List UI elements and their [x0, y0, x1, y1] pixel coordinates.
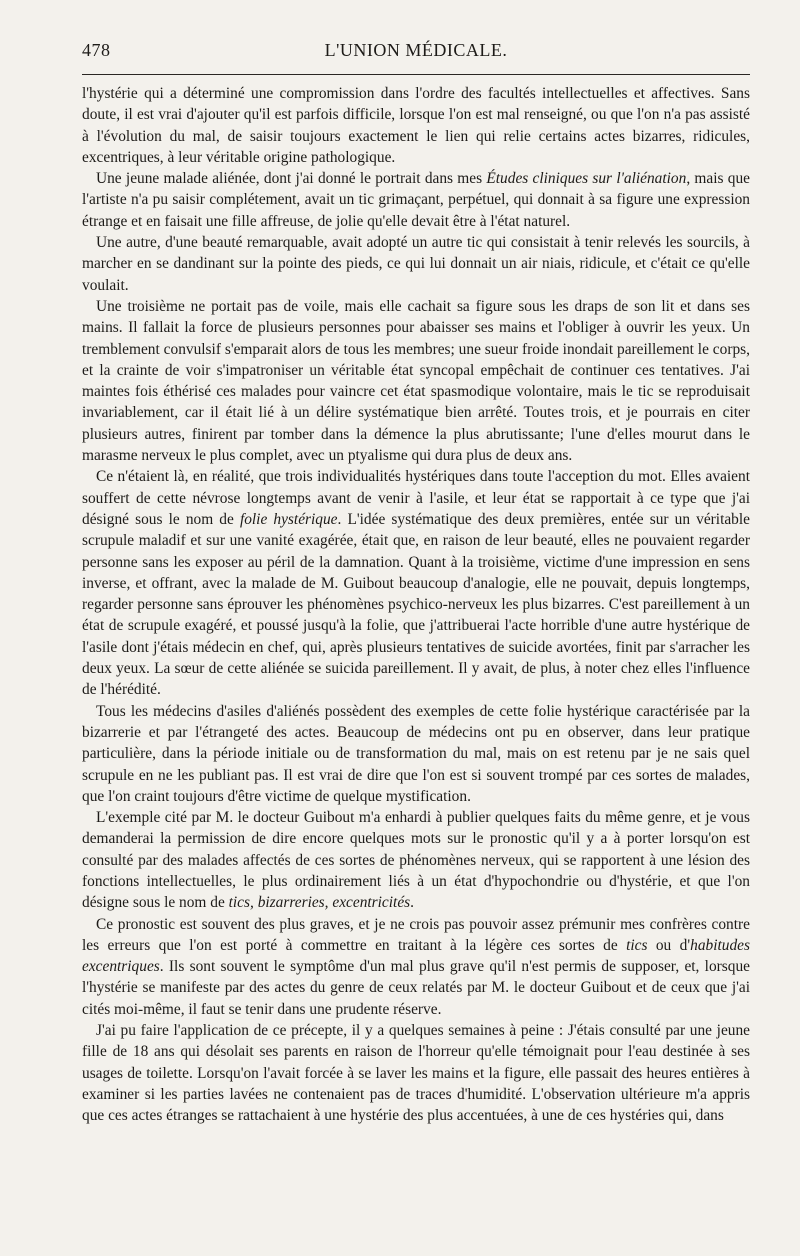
journal-title: L'UNION MÉDICALE. — [324, 40, 508, 60]
paragraph-text: . L'idée systématique des deux premières, entée sur un véritable scrupule maladif et sur une vanité exagérée, était que, en raison de leur beauté, elles ne pouvaient regarder personne sans les exposer au péril de la damnation. Quant à la troisième, victime d'une impression en sens inverse, et offrant, avec la malade de M. Guibout beaucoup d'analogie, elle ne pouvait, depuis longtemps, regarder personne sans éprouver les phénomènes psychico-nerveux les plus bizarres. C'est pareillement à un état de scrupule exagéré, et poussé jusqu'à la folie, que j'attribuerai l'acte horrible d'une autre hystérique de l'asile dont j'étais médecin en chef, qui, après plusieurs tentatives de suicide avortées, finit par s'arracher les deux yeux. La sœur de cette aliénée se suicida pareillement. Il y avait, de plus, à noter chez elles l'influence de l'hérédité. — [82, 510, 750, 699]
paragraph-text: Tous les médecins d'asiles d'aliénés possèdent des exemples de cette folie hystérique caractérisée par la bizarrerie et par l'étrangeté des actes. Beaucoup de médecins ont pu en observer, dans leur pratique particulière, dans la période initiale ou de transformation du mal, mais on est retenu par je ne sais quel scrupule en ne les publiant pas. Il est vrai de dire que l'on est si souvent trompé par ces sortes de malades, que l'on craint toujours d'être victime de quelque mystification. — [82, 702, 750, 805]
paragraph-9 — [82, 1020, 750, 1126]
page-number: 478 — [82, 40, 111, 60]
paragraph-text: , mais que l'artiste n'a pu saisir complétement, avait un tic grimaçant, perpétuel, qui donnait à sa figure une expression étrange et en faisait une fille affreuse, de jolie qu'elle devait être à l'état naturel. — [82, 170, 750, 230]
paragraph-text: . — [410, 894, 414, 912]
paragraph-text: Une autre, d'une beauté remarquable, avait adopté un autre tic qui consistait à tenir relevés les sourcils, à marcher en se dandinant sur la pointe des pieds, ce qui lui donnait un air niais, ridicule, et c'était ce qu'elle voulait. — [82, 234, 750, 294]
paragraph-text: l'hystérie qui a déterminé une compromission dans l'ordre des facultés intellectuelles et affectives. Sans doute, il est vrai d'ajouter qu'il est parfois difficile, lorsque l'on est mal renseigné, ou que l'on n'a pas assisté à l'évolution du mal, de saisir toujours exactement le lien qui relie certains actes bizarres, ridicules, excentriques, à leur véritable origine pathologique. — [82, 85, 750, 166]
paragraph-text: . Ils sont souvent le symptôme d'un mal plus grave qu'il n'est permis de supposer, et, lorsque l'hystérie se manifeste par des actes du genre de ceux relatés par M. le docteur Guibout et de ceux que j'ai cités moi-même, il faut se tenir dans une prudente réserve. — [82, 958, 750, 1018]
paragraph-text: J'ai pu faire l'application de ce précepte, il y a quelques semaines à peine : J'étais consulté par une jeune fille de 18 ans qui désolait ses parents en raison de l'horreur qu'elle témoignait pour l'eau destinée à ses usages de toilette. Lorsqu'on l'avait forcée à se laver les mains et la figure, elle passait des heures entières à examiner si les parties lavées ne contenaient pas de traces d'humidité. L'observation ultérieure m'a appris que ces actes étranges se rattachaient à une hystérie des plus accentuées, à une de ces hystéries qui, dans — [82, 1022, 750, 1125]
paragraph-2 — [82, 168, 750, 232]
italic-term: tics, bizarreries, excentricités — [228, 894, 411, 912]
book-title: Études cliniques sur l'aliénation — [486, 170, 687, 188]
italic-term: tics — [626, 936, 648, 954]
paragraph-7 — [82, 807, 750, 913]
paragraph-1 — [82, 83, 750, 168]
paragraph-8 — [82, 914, 750, 1020]
article-body — [82, 83, 750, 1127]
paragraph-text: Une jeune malade aliénée, dont j'ai donné le portrait dans mes — [96, 170, 487, 188]
paragraph-text: ou d' — [647, 936, 691, 954]
paragraph-3 — [82, 232, 750, 296]
header-rule — [82, 74, 750, 75]
italic-term: habitudes excentriques — [82, 936, 750, 976]
paragraph-4 — [82, 296, 750, 466]
running-head — [82, 40, 750, 68]
paragraph-text: Une troisième ne portait pas de voile, mais elle cachait sa figure sous les draps de son lit et dans ses mains. Il fallait la force de plusieurs personnes pour abaisser ses mains et l'obliger à ouvrir les yeux. Un tremblement convulsif s'emparait alors de tous les membres; une sueur froide inondait pareillement le corps, et la crainte de voir s'impatroniser un véritable état syncopal empêchait de continuer ces tentatives. J'ai maintes fois éthérisé ces malades pour vaincre cet état spasmodique volontaire, mais le tic se reproduisait invariablement, car il était lié à un délire systématique bien arrêté. Toutes trois, et je pourrais en citer plusieurs autres, finirent par tomber dans la démence la plus abrutissante; l'une d'elles mourut dans le marasme nerveux le plus complet, avec un ptyalisme qui dura plus de deux ans. — [82, 297, 750, 465]
paragraph-text: L'exemple cité par M. le docteur Guibout m'a enhardi à publier quelques faits du même genre, et je vous demanderai la permission de dire encore quelques mots sur le pronostic qu'il y a à porter lorsqu'on est consulté par des malades affectés de ces sortes de phénomènes nerveux, qui se rapportent à une lésion des fonctions intellectuelles, le plus ordinairement liés à un état d'hypochondrie ou d'hystérie, et que l'on désigne sous le nom de — [82, 809, 750, 912]
paragraph-5 — [82, 466, 750, 700]
paragraph-text: Ce pronostic est souvent des plus graves, et je ne crois pas pouvoir assez prémunir mes confrères contre les erreurs que l'on est porté à commettre en traitant à la légère ces sortes de — [82, 915, 750, 954]
paragraph-6 — [82, 701, 750, 807]
italic-term: folie hystérique — [239, 510, 338, 528]
paragraph-text: Ce n'étaient là, en réalité, que trois individualités hystériques dans toute l'acception du mot. Elles avaient souffert de cette névrose longtemps avant de venir à l'asile, et leur état se rapportait à ce type que j'ai désigné sous le nom de — [82, 468, 750, 528]
